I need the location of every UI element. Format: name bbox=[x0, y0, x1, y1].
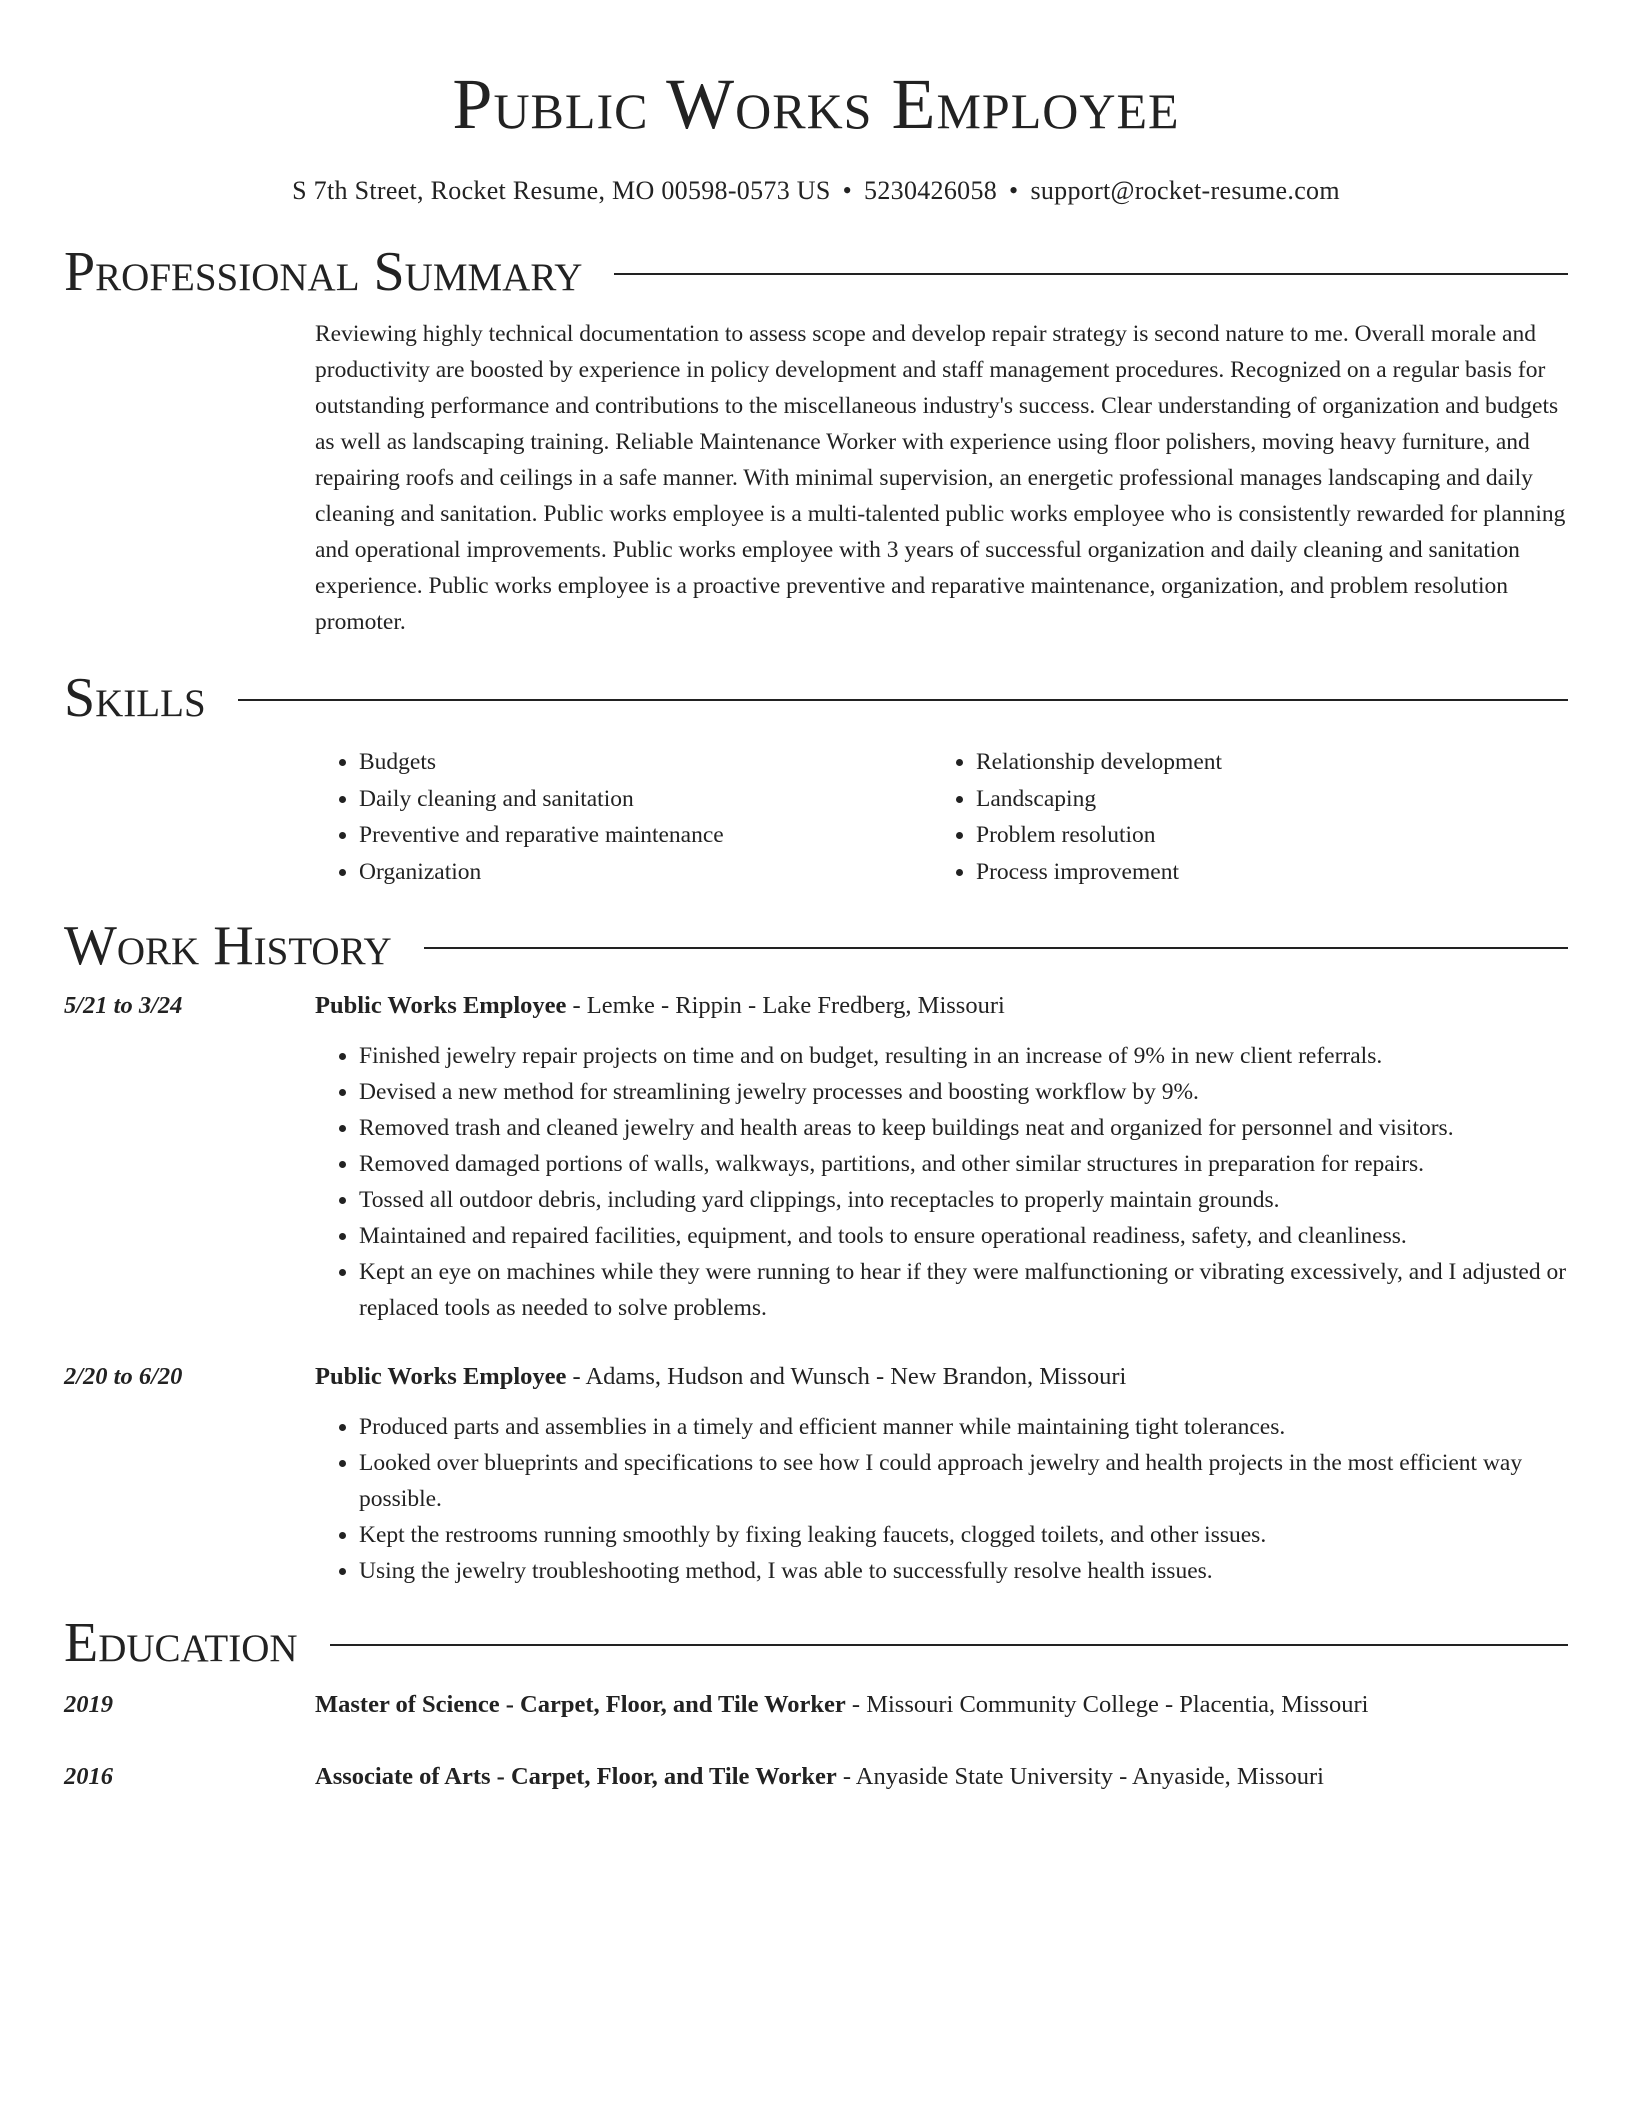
job-bullet: • Finished jewelry repair projects on time and on budget, resulting in an increase of 9% in new client referrals. bbox=[359, 1038, 1568, 1074]
job-dates: 5/21 to 3/24 bbox=[64, 992, 183, 1019]
job-heading bbox=[315, 988, 1568, 1024]
job-bullets bbox=[315, 1409, 1568, 1589]
skills-column-right bbox=[932, 744, 1549, 890]
section-divider bbox=[614, 273, 1568, 275]
job-bullet: • Produced parts and assemblies in a timely and efficient manner while maintaining tight tolerances. bbox=[359, 1409, 1568, 1445]
job-dates: 2/20 to 6/20 bbox=[64, 1363, 183, 1390]
job-bullet: • Using the jewelry troubleshooting method, I was able to successfully resolve health issues. bbox=[359, 1553, 1568, 1589]
skill-item: • Problem resolution bbox=[976, 817, 1549, 854]
education-entry bbox=[64, 1687, 1568, 1723]
job-heading bbox=[315, 1359, 1568, 1395]
job-bullet: • Kept an eye on machines while they were running to hear if they were malfunctioning or vibrating excessively, and I adjusted or replaced tools as needed to solve problems. bbox=[359, 1254, 1568, 1326]
work-history-section bbox=[64, 916, 1568, 1589]
education-year: 2016 bbox=[64, 1763, 113, 1790]
education-year: 2019 bbox=[64, 1691, 113, 1718]
section-divider bbox=[238, 699, 1568, 701]
skill-item: • Daily cleaning and sanitation bbox=[359, 781, 932, 818]
skills-column-left bbox=[315, 744, 932, 890]
section-divider bbox=[330, 1644, 1568, 1646]
job-bullet: • Tossed all outdoor debris, including yard clippings, into receptacles to properly maintain grounds. bbox=[359, 1182, 1568, 1218]
summary-section bbox=[64, 242, 1568, 640]
work-history-title: Work History bbox=[64, 915, 392, 977]
contact-email: support@rocket-resume.com bbox=[1030, 176, 1340, 205]
job-bullet: • Maintained and repaired facilities, equipment, and tools to ensure operational readiness, safety, and cleanliness. bbox=[359, 1218, 1568, 1254]
skill-item: • Process improvement bbox=[976, 854, 1549, 891]
section-divider bbox=[424, 947, 1568, 949]
job-employer: - Adams, Hudson and Wunsch - New Brandon, Missouri bbox=[566, 1363, 1127, 1390]
skill-item: • Relationship development bbox=[976, 744, 1549, 781]
skill-item: • Preventive and reparative maintenance bbox=[359, 817, 932, 854]
skill-item: • Landscaping bbox=[976, 781, 1549, 818]
contact-separator: • bbox=[842, 176, 853, 205]
contact-separator: • bbox=[1009, 176, 1019, 205]
skills-list bbox=[315, 744, 1568, 890]
job-employer: - Lemke - Rippin - Lake Fredberg, Missouri bbox=[566, 992, 1005, 1019]
job-entry bbox=[64, 1359, 1568, 1589]
summary-heading bbox=[64, 242, 1568, 302]
skills-title: Skills bbox=[64, 667, 206, 729]
job-bullet: • Devised a new method for streamlining jewelry processes and boosting workflow by 9%. bbox=[359, 1074, 1568, 1110]
job-bullet: • Removed trash and cleaned jewelry and health areas to keep buildings neat and organized for personnel and visitors. bbox=[359, 1110, 1568, 1146]
contact-line bbox=[64, 174, 1568, 208]
job-position: Public Works Employee bbox=[315, 992, 567, 1019]
job-bullet: • Removed damaged portions of walls, walkways, partitions, and other similar structures in preparation for repairs. bbox=[359, 1146, 1568, 1182]
job-entry bbox=[64, 988, 1568, 1326]
contact-address: S 7th Street, Rocket Resume, MO 00598-0573 US bbox=[292, 176, 831, 205]
resume-page bbox=[64, 0, 1568, 1795]
summary-title: Professional Summary bbox=[64, 241, 583, 303]
skills-heading bbox=[64, 668, 1568, 728]
education-degree: Associate of Arts - Carpet, Floor, and Tile Worker bbox=[315, 1763, 837, 1790]
summary-text: Reviewing highly technical documentation to assess scope and develop repair strategy is second nature to me. Overall morale and productivity are boosted by experience in policy development and staff management procedures. Recognized on a regular basis for outstanding performance and contributions to the miscellaneous industry's success. Clear understanding of organization and budgets as well as landscaping training. Reliable Maintenance Worker with experience using floor polishers, moving heavy furniture, and repairing roofs and ceilings in a safe manner. With minimal supervision, an energetic professional manages landscaping and daily cleaning and sanitation. Public works employee is a multi-talented public works employee who is consistently rewarded for planning and operational improvements. Public works employee with 3 years of successful organization and daily cleaning and sanitation experience. Public works employee is a proactive preventive and reparative maintenance, organization, and problem resolution promoter. bbox=[315, 321, 1566, 635]
skill-item: • Organization bbox=[359, 854, 932, 891]
education-section bbox=[64, 1613, 1568, 1795]
candidate-name: Public Works Employee bbox=[452, 64, 1180, 144]
job-bullets bbox=[315, 1038, 1568, 1326]
job-bullet: • Looked over blueprints and specifications to see how I could approach jewelry and health projects in the most efficient way possible. bbox=[359, 1445, 1568, 1517]
education-degree: Master of Science - Carpet, Floor, and Tile Worker bbox=[315, 1691, 846, 1718]
job-bullet: • Kept the restrooms running smoothly by fixing leaking faucets, clogged toilets, and other issues. bbox=[359, 1517, 1568, 1553]
skill-item: • Budgets bbox=[359, 744, 932, 781]
education-heading bbox=[64, 1613, 1568, 1673]
skills-section bbox=[64, 668, 1568, 890]
contact-phone: 5230426058 bbox=[864, 176, 998, 205]
education-entry bbox=[64, 1759, 1568, 1795]
work-history-heading bbox=[64, 916, 1568, 976]
education-title: Education bbox=[64, 1612, 298, 1674]
job-position: Public Works Employee bbox=[315, 1363, 567, 1390]
education-school: - Anyaside State University - Anyaside, Missouri bbox=[836, 1763, 1324, 1790]
education-school: - Missouri Community College - Placentia, Missouri bbox=[845, 1691, 1369, 1718]
